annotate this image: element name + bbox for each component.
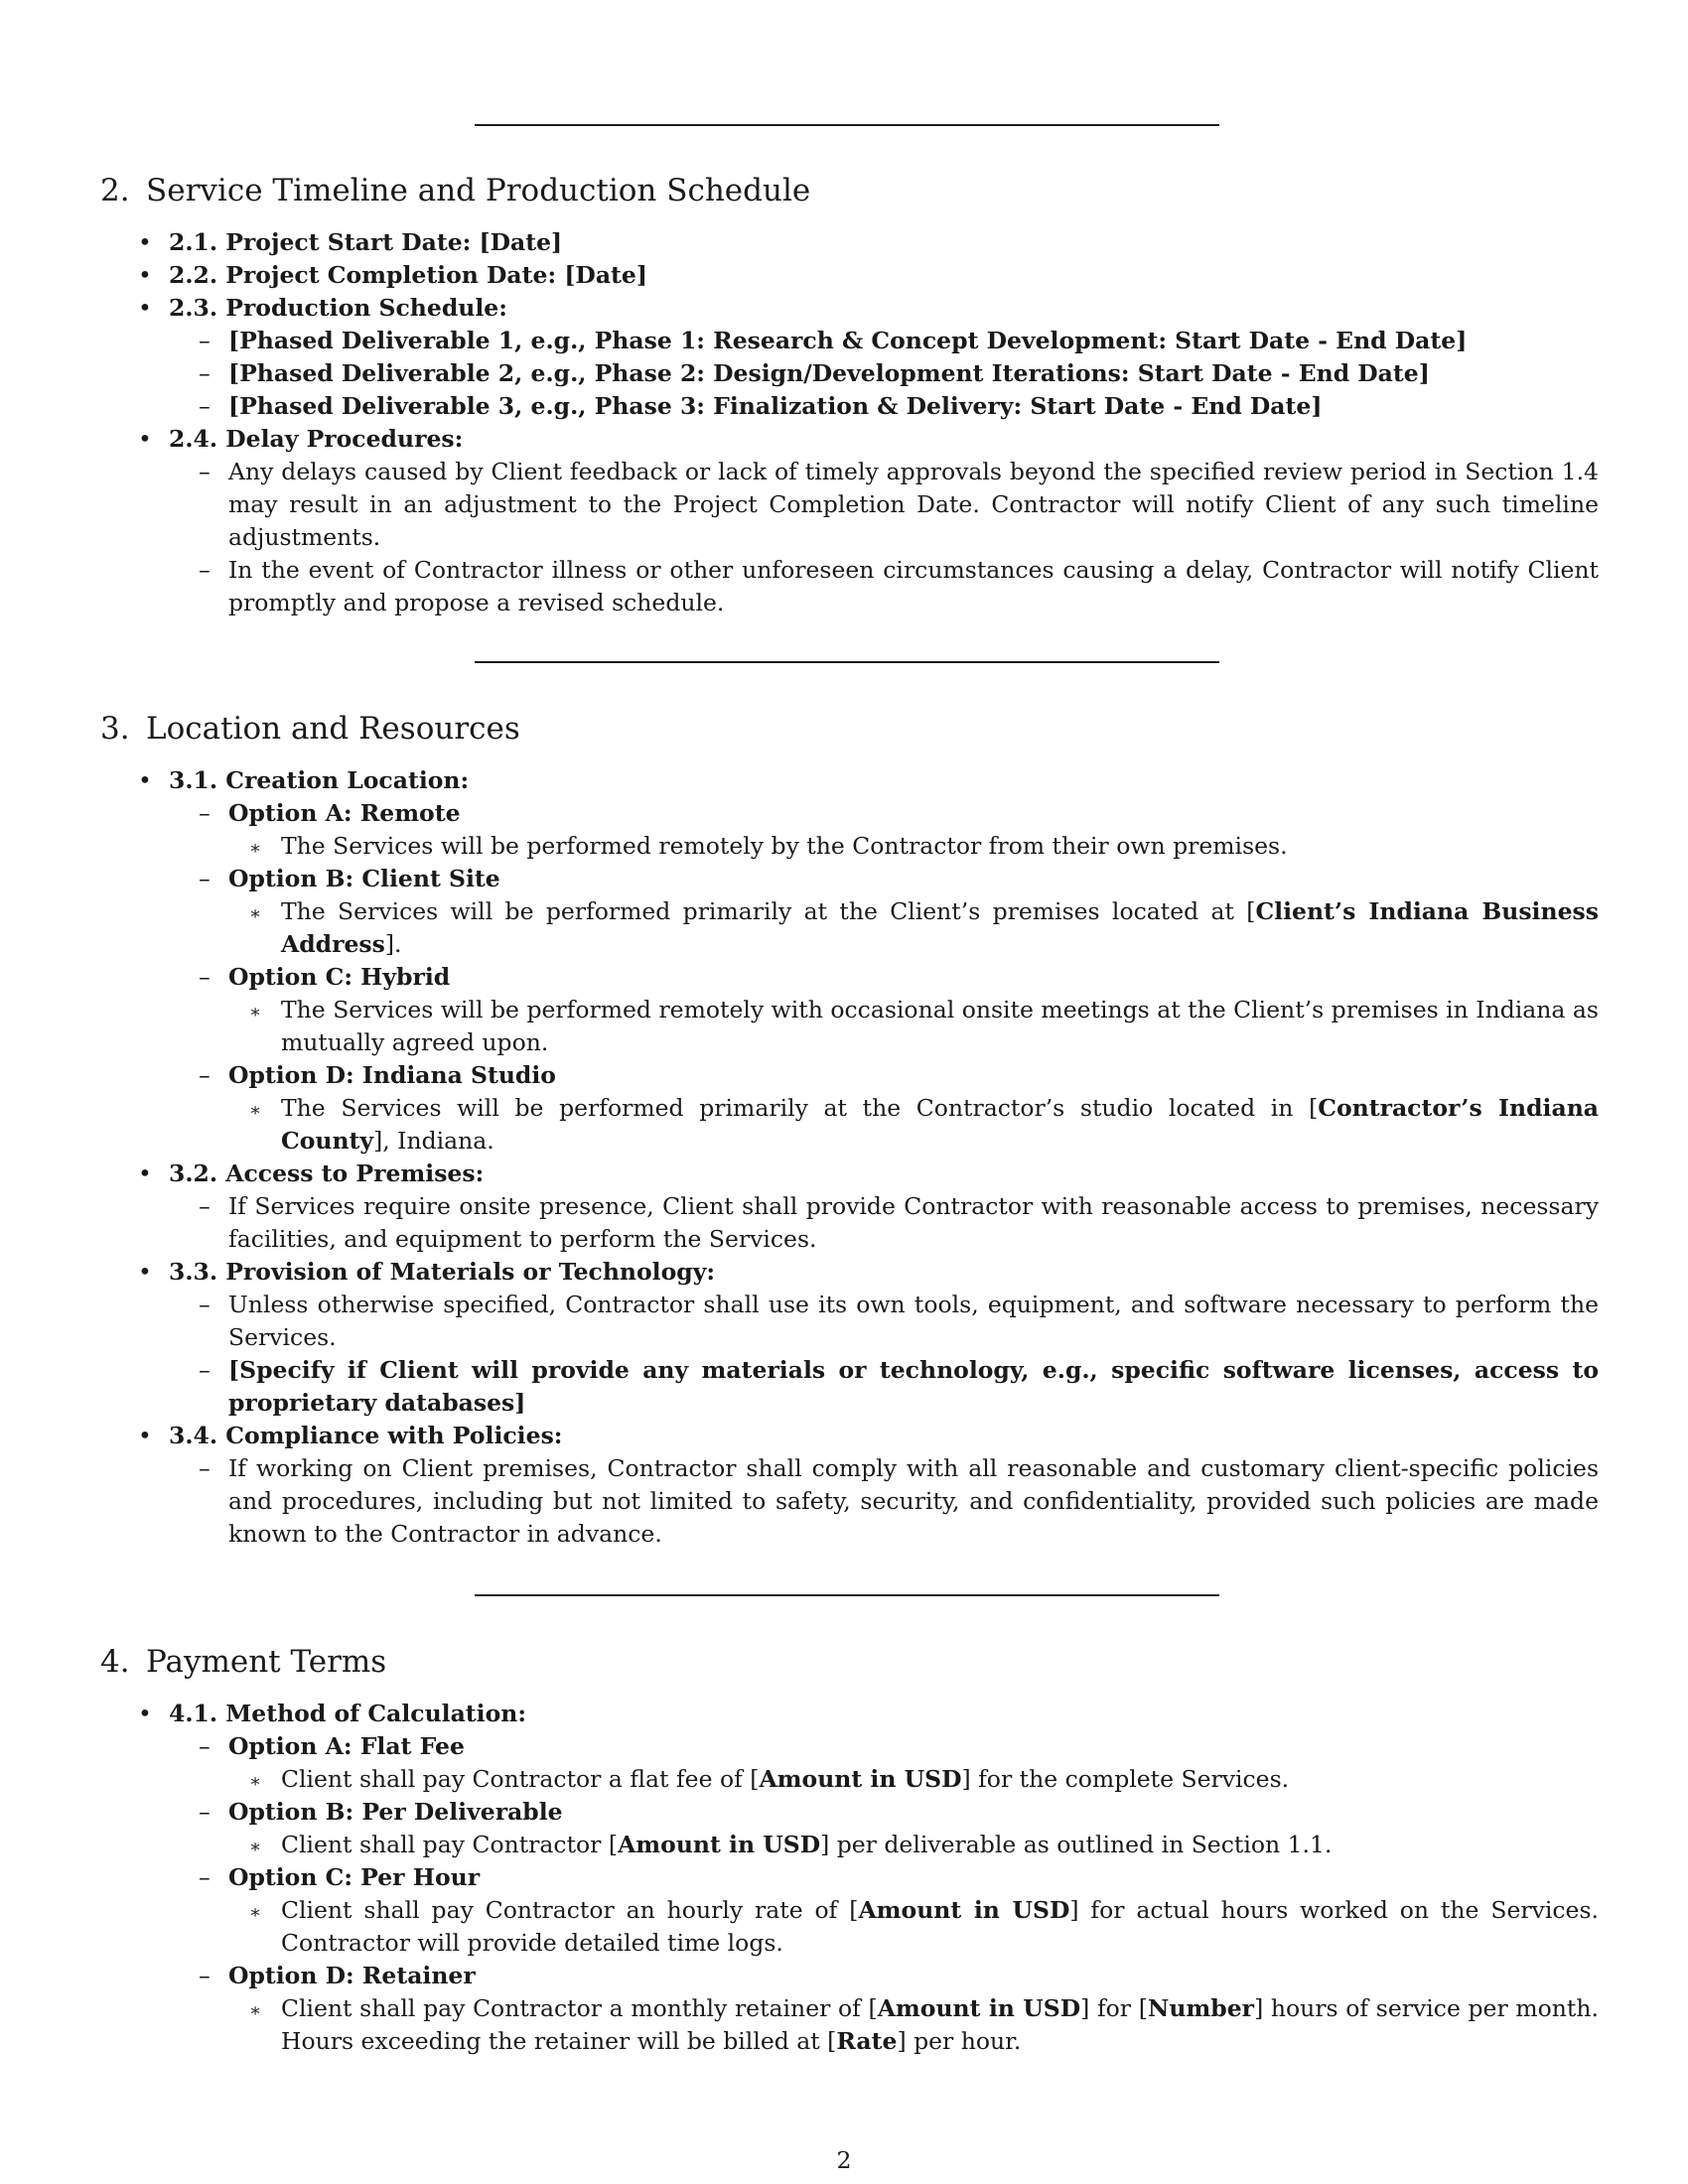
bullet-icon: • [138, 294, 152, 322]
item-label: 3.1. Creation Location: [169, 766, 470, 794]
dash-icon: – [199, 865, 211, 892]
dash-icon: – [199, 392, 211, 420]
item-label: 2.3. Production Schedule: [169, 294, 507, 322]
section-number: 2. [100, 173, 130, 208]
bullet-icon: • [138, 766, 152, 794]
dash-icon: – [199, 963, 211, 991]
horizontal-rule [475, 661, 1219, 663]
option-label: Option B: Client Site [228, 865, 500, 892]
item-label: 2.4. Delay Procedures: [169, 425, 464, 453]
section-number: 3. [100, 711, 130, 747]
sub-item-text: [Specify if Client will provide any materials or technology, e.g., specific software licenses, access to proprietary databases] [228, 1356, 1599, 1417]
placeholder-text: Amount in USD [759, 1765, 962, 1793]
bullet-icon: • [138, 261, 152, 289]
option-detail [249, 1763, 1599, 1796]
bullet-icon: • [138, 1160, 152, 1187]
option-detail-text [281, 1894, 1599, 1960]
horizontal-rule [475, 1594, 1219, 1596]
dash-icon: – [199, 1061, 211, 1089]
option-item [199, 797, 1599, 830]
item-label: 2.2. Project Completion Date: [Date] [169, 261, 647, 289]
option-detail [249, 994, 1599, 1059]
bullet-icon: • [138, 228, 152, 256]
option-item [199, 863, 1599, 895]
horizontal-rule [475, 124, 1219, 126]
sub-list-item [199, 1289, 1599, 1354]
option-label: Option A: Flat Fee [228, 1732, 465, 1760]
option-label: Option C: Hybrid [228, 963, 451, 991]
text-run: ] per deliverable as outlined in Section 1.1. [820, 1831, 1333, 1858]
text-run: ], Indiana. [373, 1127, 494, 1155]
sub-list-item [199, 1354, 1599, 1420]
sub-list-item [199, 325, 1599, 357]
text-run: The Services will be performed primarily at the Client’s premises located at [ [281, 897, 1256, 925]
asterisk-icon: ∗ [249, 1902, 262, 1923]
bullet-icon: • [138, 1422, 152, 1449]
option-item [199, 961, 1599, 994]
option-item [199, 1730, 1599, 1763]
bullet-icon: • [138, 1258, 152, 1286]
dash-icon: – [199, 1732, 211, 1760]
option-item [199, 1861, 1599, 1894]
option-detail-text [281, 1829, 1599, 1861]
option-label: Option A: Remote [228, 799, 461, 827]
text-run: Client shall pay Contractor an hourly rate of [ [281, 1896, 859, 1924]
placeholder-text: Amount in USD [877, 1994, 1081, 2022]
item-label: 3.4. Compliance with Policies: [169, 1422, 563, 1449]
option-detail-text [281, 1763, 1599, 1796]
section-title: Location and Resources [146, 711, 520, 747]
sub-list-item [199, 456, 1599, 554]
option-label: Option D: Retainer [228, 1962, 476, 1989]
asterisk-icon: ∗ [249, 1771, 262, 1792]
asterisk-icon: ∗ [249, 838, 262, 859]
placeholder-text: Amount in USD [618, 1831, 821, 1858]
option-detail [249, 895, 1599, 961]
dash-icon: – [199, 799, 211, 827]
text-run: ] for actual hours worked on the Services. Contractor will provide detailed time logs. [281, 1896, 1599, 1957]
text-run: Client shall pay Contractor [ [281, 1831, 619, 1858]
dash-icon: – [199, 1454, 211, 1482]
option-detail [249, 1894, 1599, 1960]
dash-icon: – [199, 1192, 211, 1220]
option-item [199, 1960, 1599, 1992]
sub-item-text: Any delays caused by Client feedback or lack of timely approvals beyond the specified review period in Section 1.4 may result in an adjustment to the Project Completion Date. Contractor will notify Client of any such timeline adjustments. [228, 458, 1599, 551]
sub-list-item [199, 390, 1599, 423]
option-detail-text: The Services will be performed remotely by the Contractor from their own premises. [281, 832, 1288, 860]
option-detail [249, 1829, 1599, 1861]
text-run: ] for [ [1080, 1994, 1148, 2022]
option-detail-text [281, 1092, 1599, 1158]
dash-icon: – [199, 1356, 211, 1384]
sub-item-text: Unless otherwise specified, Contractor shall use its own tools, equipment, and software necessary to perform the Services. [228, 1291, 1599, 1351]
item-label: 4.1. Method of Calculation: [169, 1700, 527, 1727]
dash-icon: – [199, 327, 211, 354]
text-run: Client shall pay Contractor a flat fee of [ [281, 1765, 760, 1793]
sub-list-item [199, 357, 1599, 390]
asterisk-icon: ∗ [249, 1100, 262, 1121]
option-detail [249, 1092, 1599, 1158]
sub-item-text: In the event of Contractor illness or other unforeseen circumstances causing a delay, Contractor will notify Client promptly and propose a revised schedule. [228, 556, 1599, 616]
text-run: ]. [384, 930, 402, 958]
placeholder-text: Rate [836, 2027, 898, 2055]
placeholder-text: Contractor’s Indiana County [281, 1094, 1600, 1155]
section-heading [100, 709, 520, 749]
section-title: Payment Terms [146, 1644, 387, 1680]
sub-list-item [199, 1452, 1599, 1551]
option-label: Option C: Per Hour [228, 1863, 481, 1891]
sub-item-text: If working on Client premises, Contractor shall comply with all reasonable and customary client-specific policies and procedures, including but not limited to safety, security, and confidentiality, provided such policies are made known to the Contractor in advance. [228, 1454, 1599, 1548]
section-title: Service Timeline and Production Schedule [146, 173, 811, 208]
dash-icon: – [199, 1291, 211, 1318]
dash-icon: – [199, 1962, 211, 1989]
item-label: 3.2. Access to Premises: [169, 1160, 485, 1187]
page-number: 2 [836, 2146, 852, 2174]
option-item [199, 1059, 1599, 1092]
section-number: 4. [100, 1644, 130, 1680]
option-item [199, 1796, 1599, 1829]
sub-item-text: If Services require onsite presence, Client shall provide Contractor with reasonable access to premises, necessary facilities, and equipment to perform the Services. [228, 1192, 1599, 1253]
item-label: 3.3. Provision of Materials or Technology: [169, 1258, 716, 1286]
sub-list-item [199, 1190, 1599, 1256]
text-run: Client shall pay Contractor a monthly retainer of [ [281, 1994, 878, 2022]
option-detail-text [281, 895, 1599, 961]
sub-item-text: [Phased Deliverable 3, e.g., Phase 3: Finalization & Delivery: Start Date - End Date] [228, 392, 1323, 420]
option-detail [249, 1992, 1599, 2058]
dash-icon: – [199, 1798, 211, 1826]
asterisk-icon: ∗ [249, 903, 262, 924]
section-heading [100, 1642, 386, 1682]
dash-icon: – [199, 556, 211, 584]
dash-icon: – [199, 359, 211, 387]
dash-icon: – [199, 1863, 211, 1891]
placeholder-text: Amount in USD [858, 1896, 1070, 1924]
text-run: ] for the complete Services. [961, 1765, 1290, 1793]
option-label: Option D: Indiana Studio [228, 1061, 556, 1089]
section-heading [100, 171, 810, 210]
asterisk-icon: ∗ [249, 2000, 262, 2021]
option-label: Option B: Per Deliverable [228, 1798, 563, 1826]
text-run: The Services will be performed primarily at the Contractor’s studio located in [ [281, 1094, 1319, 1122]
placeholder-text: Client’s Indiana Business Address [281, 897, 1599, 958]
asterisk-icon: ∗ [249, 1837, 262, 1857]
option-detail-text: The Services will be performed remotely with occasional onsite meetings at the Client’s premises in Indiana as mutually agreed upon. [281, 996, 1599, 1056]
placeholder-text: Number [1147, 1994, 1255, 2022]
dash-icon: – [199, 458, 211, 485]
sub-list-item [199, 554, 1599, 619]
text-run: ] per hour. [897, 2027, 1022, 2055]
asterisk-icon: ∗ [249, 1002, 262, 1023]
option-detail-text [281, 1992, 1599, 2058]
bullet-icon: • [138, 425, 152, 453]
text-run: ] hours of service per month. Hours exceeding the retainer will be billed at [ [281, 1994, 1599, 2055]
bullet-icon: • [138, 1700, 152, 1727]
sub-item-text: [Phased Deliverable 1, e.g., Phase 1: Research & Concept Development: Start Date - End Date] [228, 327, 1468, 354]
option-detail [249, 830, 1599, 863]
sub-item-text: [Phased Deliverable 2, e.g., Phase 2: Design/Development Iterations: Start Date - End Date] [228, 359, 1430, 387]
item-label: 2.1. Project Start Date: [Date] [169, 228, 563, 256]
